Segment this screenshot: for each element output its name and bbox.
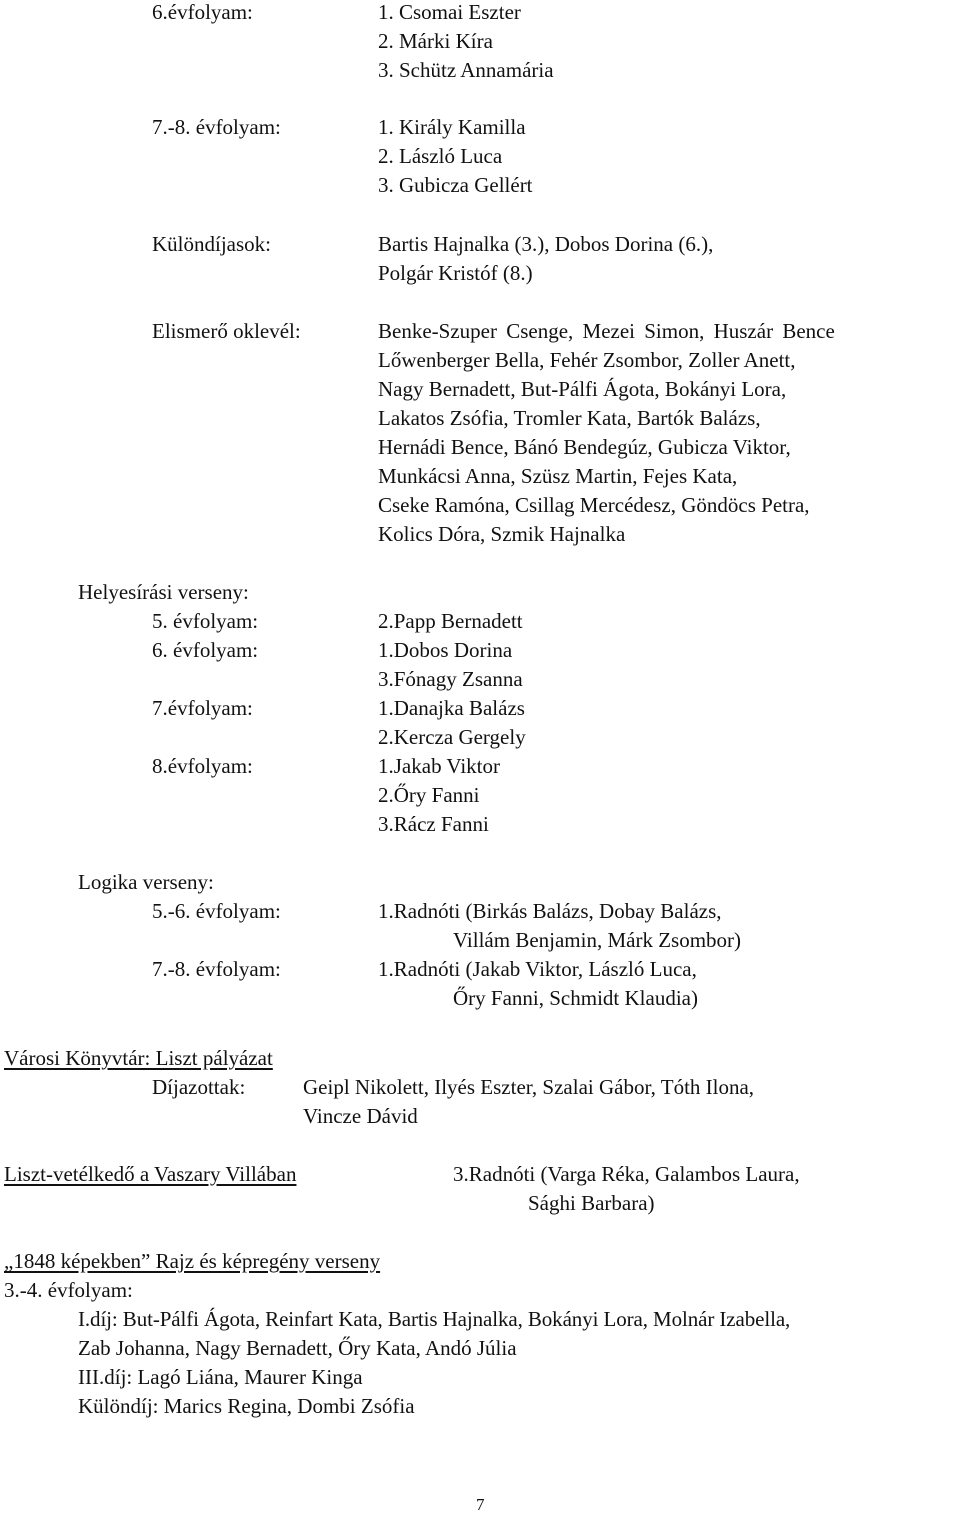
list-item: 3. Schütz Annamária [378, 58, 554, 82]
commendation-line: Benke-Szuper Csenge, Mezei Simon, Huszár Bence [378, 319, 835, 343]
list-item: 2. László Luca [378, 144, 503, 168]
logic-heading: Logika verseny: [78, 870, 214, 894]
commendation-line: Lakatos Zsófia, Tromler Kata, Bartók Balázs, [378, 406, 761, 430]
logic-grade78-label: 7.-8. évfolyam: [152, 957, 281, 981]
commendation-line: Cseke Ramóna, Csillag Mercédesz, Göndöcs Petra, [378, 493, 810, 517]
list-item: 2.Őry Fanni [378, 783, 480, 807]
list-item: 1.Radnóti (Jakab Viktor, László Luca, [378, 957, 697, 981]
logic-grade56-label: 5.-6. évfolyam: [152, 899, 281, 923]
library-winners-label: Díjazottak: [152, 1075, 246, 1099]
commendation-label: Elismerő oklevél: [152, 319, 301, 343]
drawing-heading: „1848 képekben” Rajz és képregény verseny [4, 1249, 381, 1273]
commendation-line: Munkácsi Anna, Szüsz Martin, Fejes Kata, [378, 464, 738, 488]
spelling-heading: Helyesírási verseny: [78, 580, 249, 604]
special-prizes-line: Bartis Hajnalka (3.), Dobos Dorina (6.), [378, 232, 714, 256]
list-item: 2. Márki Kíra [378, 29, 493, 53]
library-winners-line: Geipl Nikolett, Ilyés Eszter, Szalai Gábor, Tóth Ilona, [303, 1075, 755, 1099]
spelling-grade7-label: 7.évfolyam: [152, 696, 253, 720]
drawing-line: Különdíj: Marics Regina, Dombi Zsófia [78, 1394, 415, 1418]
list-item: 1.Dobos Dorina [378, 638, 513, 662]
list-item: 2.Papp Bernadett [378, 609, 523, 633]
grade78-label: 7.-8. évfolyam: [152, 115, 281, 139]
list-item: 1.Radnóti (Birkás Balázs, Dobay Balázs, [378, 899, 722, 923]
library-heading: Városi Könyvtár: Liszt pályázat [4, 1046, 273, 1070]
quiz-result-line: 3.Radnóti (Varga Réka, Galambos Laura, [453, 1162, 800, 1186]
page-number: 7 [476, 1495, 485, 1514]
list-item: 1. Király Kamilla [378, 115, 526, 139]
list-item: Villám Benjamin, Márk Zsombor) [453, 928, 742, 952]
spelling-grade6-label: 6. évfolyam: [152, 638, 259, 662]
special-prizes-label: Különdíjasok: [152, 232, 271, 256]
drawing-line: Zab Johanna, Nagy Bernadett, Őry Kata, Andó Júlia [78, 1336, 517, 1360]
list-item: 3.Fónagy Zsanna [378, 667, 523, 691]
list-item: 1. Csomai Eszter [378, 0, 521, 24]
list-item: Őry Fanni, Schmidt Klaudia) [453, 986, 698, 1010]
drawing-line: I.díj: But-Pálfi Ágota, Reinfart Kata, Bartis Hajnalka, Bokányi Lora, Molnár Izabella, [78, 1307, 791, 1331]
grade6-label: 6.évfolyam: [152, 0, 253, 24]
list-item: 3. Gubicza Gellért [378, 173, 533, 197]
quiz-heading: Liszt-vetélkedő a Vaszary Villában [4, 1162, 297, 1186]
drawing-grade-label: 3.-4. évfolyam: [4, 1278, 133, 1302]
commendation-line: Kolics Dóra, Szmik Hajnalka [378, 522, 626, 546]
commendation-line: Lőwenberger Bella, Fehér Zsombor, Zoller Anett, [378, 348, 796, 372]
list-item: 2.Kercza Gergely [378, 725, 526, 749]
spelling-grade5-label: 5. évfolyam: [152, 609, 259, 633]
drawing-line: III.díj: Lagó Liána, Maurer Kinga [78, 1365, 363, 1389]
list-item: 1.Jakab Viktor [378, 754, 501, 778]
quiz-result-line: Sághi Barbara) [528, 1191, 655, 1215]
commendation-line: Nagy Bernadett, But-Pálfi Ágota, Bokányi Lora, [378, 377, 787, 401]
list-item: 1.Danajka Balázs [378, 696, 525, 720]
commendation-line: Hernádi Bence, Bánó Bendegúz, Gubicza Viktor, [378, 435, 791, 459]
special-prizes-line: Polgár Kristóf (8.) [378, 261, 533, 285]
list-item: 3.Rácz Fanni [378, 812, 489, 836]
spelling-grade8-label: 8.évfolyam: [152, 754, 253, 778]
library-winners-line: Vincze Dávid [303, 1104, 418, 1128]
